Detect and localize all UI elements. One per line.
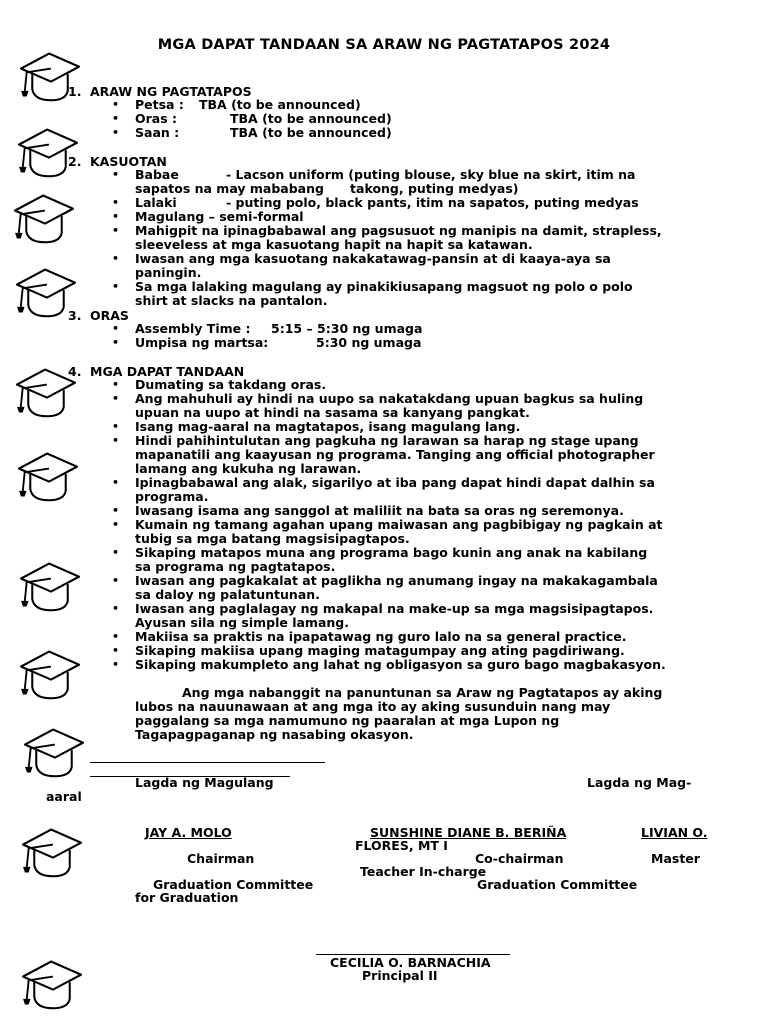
cochairman-name: SUNSHINE DIANE B. BERIÑA: [370, 825, 567, 840]
graduation-cap-icon: [14, 956, 90, 1012]
chairman-org: Graduation Committee: [153, 877, 314, 892]
graduation-cap-icon: [14, 824, 90, 880]
bullet-icon: •: [112, 420, 120, 433]
pledge-line: lubos na nauunawaan at ang mga ito ay aking susunduin nang may: [135, 699, 611, 714]
section-heading-kasuotan: 2. KASUOTAN: [68, 154, 167, 169]
chairman-title: Chairman: [187, 851, 255, 866]
bullet-icon: •: [112, 434, 120, 447]
list-item-continuation: programa.: [135, 489, 209, 504]
graduation-cap-icon: [10, 448, 86, 504]
bullet-icon: •: [112, 602, 120, 615]
page-title: MGA DAPAT TANDAAN SA ARAW NG PAGTATAPOS 2024: [157, 37, 611, 53]
graduation-cap-icon: [12, 646, 88, 702]
bullet-icon: •: [112, 476, 120, 489]
section-heading-oras: 3. ORAS: [68, 308, 129, 323]
section-heading-araw: 1. ARAW NG PAGTATAPOS: [68, 84, 252, 99]
master-title-cont-2: for Graduation: [135, 890, 239, 905]
bullet-icon: •: [112, 658, 120, 671]
list-item-continuation: paningin.: [135, 265, 202, 280]
bullet-icon: •: [112, 546, 120, 559]
master-title-cont: Teacher In-charge: [360, 864, 487, 879]
bullet-icon: •: [112, 630, 120, 643]
list-item-continuation: tubig sa mga batang magsisipagtapos.: [135, 531, 410, 546]
pledge-line: Ang mga nabanggit na panuntunan sa Araw ng Pagtatapos ay aking: [182, 685, 663, 700]
bullet-icon: •: [112, 378, 120, 391]
list-item-continuation: sa daloy ng palatuntunan.: [135, 587, 320, 602]
list-item-continuation: upuan na uupo at hindi na sasama sa kanyang pangkat.: [135, 405, 530, 420]
pledge-line: paggalang sa mga namumuno ng paaralan at mga Lupon ng: [135, 713, 560, 728]
graduation-cap-icon: [6, 190, 82, 246]
bullet-icon: •: [112, 644, 120, 657]
pledge-line: Tagapagpaganap ng nasabing okasyon.: [135, 727, 414, 742]
signature-line: [90, 762, 325, 763]
principal-title: Principal II: [362, 968, 438, 983]
cochairman-org: Graduation Committee: [477, 877, 638, 892]
list-item-continuation: shirt at slacks na pantalon.: [135, 293, 328, 308]
bullet-icon: •: [112, 574, 120, 587]
parent-signature-label: Lagda ng Magulang: [135, 775, 274, 790]
cochairman-name-cont: FLORES, MT I: [355, 838, 448, 853]
list-item-continuation: sapatos na may mababang takong, puting medyas): [135, 181, 519, 196]
bullet-icon: •: [112, 504, 120, 517]
bullet-icon: •: [112, 518, 120, 531]
list-item-continuation: sleeveless at mga kasuotang hapit na hapit sa katawan.: [135, 237, 533, 252]
graduation-cap-icon: [12, 558, 88, 614]
master-teacher-name: LIVIAN O.: [641, 825, 708, 840]
principal-name: CECILIA O. BARNACHIA: [330, 955, 491, 970]
student-signature-label: Lagda ng Mag-: [587, 775, 692, 790]
graduation-cap-icon: [10, 124, 86, 180]
list-item-continuation: Ayusan sila ng simple lamang.: [135, 615, 349, 630]
graduation-cap-icon: [16, 724, 92, 780]
student-signature-label-cont: aaral: [46, 789, 82, 804]
bullet-icon: •: [112, 392, 120, 405]
master-title: Master: [651, 851, 700, 866]
section-heading-tandaan: 4. MGA DAPAT TANDAAN: [68, 364, 245, 379]
chairman-name: JAY A. MOLO: [145, 825, 232, 840]
list-item-continuation: mapanatili ang kaayusan ng programa. Tanging ang official photographer: [135, 447, 655, 462]
cochairman-title: Co-chairman: [475, 851, 564, 866]
list-item-continuation: lamang ang kukuha ng larawan.: [135, 461, 362, 476]
list-item-continuation: sa programa ng pagtatapos.: [135, 559, 336, 574]
